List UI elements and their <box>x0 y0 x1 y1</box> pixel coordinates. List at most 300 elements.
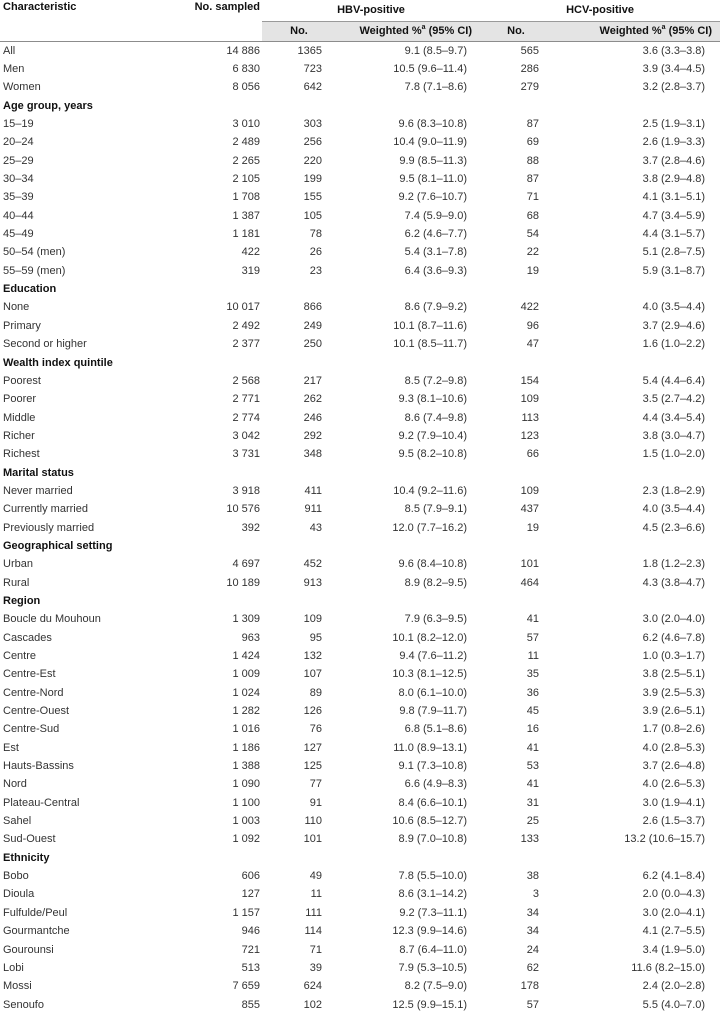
table-row <box>0 317 720 335</box>
row-hbv-weighted-pct: 8.4 (6.6–10.1) <box>398 796 468 809</box>
row-hbv-count: 125 <box>303 760 322 773</box>
row-no-sampled: 1 708 <box>232 191 260 204</box>
row-hcv-count: 34 <box>526 925 540 938</box>
row-characteristic: Urban <box>3 558 33 571</box>
row-no-sampled: 1 100 <box>232 796 260 809</box>
row-hbv-count: 107 <box>303 668 322 681</box>
row-no-sampled: 606 <box>241 870 260 883</box>
section-heading: Ethnicity <box>3 851 50 864</box>
row-hbv-weighted-pct: 8.0 (6.1–10.0) <box>398 686 468 699</box>
table-row <box>0 500 720 518</box>
row-hbv-count: 110 <box>304 815 322 828</box>
row-characteristic: 40–44 <box>3 209 34 222</box>
row-hcv-count: 53 <box>526 760 540 773</box>
row-hcv-count: 11 <box>527 650 540 663</box>
row-characteristic: Currently married <box>3 503 88 516</box>
row-hbv-weighted-pct: 10.5 (9.6–11.4) <box>393 63 468 76</box>
row-hbv-weighted-pct: 9.9 (8.5–11.3) <box>399 154 468 167</box>
row-no-sampled: 1 388 <box>232 760 260 773</box>
ci-label: (95% CI) <box>425 25 473 37</box>
row-hbv-count: 23 <box>309 264 322 277</box>
table-row <box>0 940 720 958</box>
row-hcv-count: 31 <box>526 796 540 809</box>
row-characteristic: Est <box>3 741 19 754</box>
row-hcv-count: 69 <box>526 136 540 149</box>
section-heading: Region <box>3 594 41 607</box>
row-hcv-count: 154 <box>520 374 540 387</box>
row-hbv-count: 102 <box>303 998 322 1011</box>
row-characteristic: Lobi <box>3 961 24 974</box>
row-hbv-count: 642 <box>303 81 322 94</box>
row-characteristic: Gourounsi <box>3 943 54 956</box>
row-hcv-count: 437 <box>520 503 540 516</box>
table-row <box>0 812 720 830</box>
row-characteristic: Poorest <box>3 374 41 387</box>
hbv-no-header: No. <box>262 21 336 41</box>
row-hbv-weighted-pct: 11.0 (8.9–13.1) <box>393 741 468 754</box>
table-row <box>0 335 720 353</box>
row-hbv-count: 348 <box>303 448 322 461</box>
row-hcv-count: 19 <box>526 521 540 534</box>
hcv-positive-header: HCV-positive <box>480 0 720 21</box>
row-hcv-weighted-pct: 5.1 (2.8–7.5) <box>642 246 706 259</box>
row-characteristic: 50–54 (men) <box>3 246 66 259</box>
row-hcv-count: 101 <box>520 558 540 571</box>
row-hbv-count: 911 <box>304 503 322 516</box>
table-row <box>0 647 720 665</box>
row-hcv-weighted-pct: 1.5 (1.0–2.0) <box>642 448 706 461</box>
row-characteristic: 20–24 <box>3 136 34 149</box>
row-characteristic: 25–29 <box>3 154 34 167</box>
section-heading-row <box>0 97 720 115</box>
row-hbv-count: 127 <box>303 741 322 754</box>
row-hbv-weighted-pct: 8.6 (7.4–9.8) <box>404 411 468 424</box>
row-hbv-weighted-pct: 9.2 (7.3–11.1) <box>399 906 468 919</box>
row-hcv-weighted-pct: 2.6 (1.9–3.3) <box>642 136 706 149</box>
row-characteristic: Centre-Sud <box>3 723 60 736</box>
row-hbv-weighted-pct: 8.9 (7.0–10.8) <box>398 833 468 846</box>
row-hcv-weighted-pct: 5.9 (3.1–8.7) <box>642 264 706 277</box>
row-hbv-count: 723 <box>303 63 322 76</box>
row-hbv-count: 77 <box>309 778 322 791</box>
table-row <box>0 60 720 78</box>
row-no-sampled: 1 282 <box>232 705 260 718</box>
row-hbv-weighted-pct: 6.4 (3.6–9.3) <box>404 264 468 277</box>
row-hcv-weighted-pct: 3.0 (1.9–4.1) <box>642 796 706 809</box>
row-no-sampled: 1 387 <box>232 209 260 222</box>
row-hbv-weighted-pct: 7.9 (6.3–9.5) <box>404 613 468 626</box>
row-hbv-weighted-pct: 9.3 (8.1–10.6) <box>398 393 468 406</box>
row-hbv-count: 76 <box>309 723 322 736</box>
row-hcv-weighted-pct: 4.1 (2.7–5.5) <box>642 925 706 938</box>
table-row <box>0 225 720 243</box>
row-no-sampled: 1 186 <box>232 741 260 754</box>
row-hbv-count: 1365 <box>297 44 322 57</box>
row-hcv-count: 422 <box>520 301 540 314</box>
ci-label: (95% CI) <box>665 25 713 37</box>
table-row <box>0 739 720 757</box>
row-hbv-weighted-pct: 9.4 (7.6–11.2) <box>399 650 468 663</box>
row-hbv-count: 262 <box>303 393 322 406</box>
row-hcv-count: 41 <box>526 778 540 791</box>
row-hcv-count: 22 <box>526 246 540 259</box>
row-hbv-count: 292 <box>303 429 322 442</box>
row-no-sampled: 10 017 <box>226 301 260 314</box>
row-characteristic: Dioula <box>3 888 35 901</box>
row-hbv-weighted-pct: 5.4 (3.1–7.8) <box>404 246 468 259</box>
table-row <box>0 427 720 445</box>
row-hcv-count: 57 <box>526 631 540 644</box>
row-hbv-count: 249 <box>303 319 322 332</box>
row-hbv-count: 26 <box>309 246 322 259</box>
row-hbv-weighted-pct: 8.7 (6.4–11.0) <box>399 943 468 956</box>
row-hcv-count: 54 <box>526 228 540 241</box>
row-characteristic: Centre <box>3 650 37 663</box>
row-hcv-count: 109 <box>520 484 540 497</box>
row-characteristic: Primary <box>3 319 41 332</box>
row-no-sampled: 1 309 <box>232 613 260 626</box>
row-hcv-count: 96 <box>526 319 540 332</box>
row-hbv-count: 114 <box>304 925 322 938</box>
row-hcv-weighted-pct: 3.6 (3.3–3.8) <box>642 44 706 57</box>
section-heading-row <box>0 280 720 298</box>
row-no-sampled: 1 016 <box>232 723 260 736</box>
row-no-sampled: 1 090 <box>232 778 260 791</box>
section-heading-row <box>0 537 720 555</box>
row-hcv-weighted-pct: 3.7 (2.6–4.8) <box>642 760 706 773</box>
row-hbv-count: 452 <box>303 558 322 571</box>
row-characteristic: Men <box>3 63 25 76</box>
row-no-sampled: 2 105 <box>232 173 260 186</box>
row-no-sampled: 1 003 <box>232 815 260 828</box>
row-characteristic: Women <box>3 81 41 94</box>
row-hcv-count: 87 <box>526 173 540 186</box>
row-hbv-weighted-pct: 10.3 (8.1–12.5) <box>392 668 468 681</box>
row-hbv-count: 155 <box>303 191 322 204</box>
row-hcv-weighted-pct: 4.4 (3.1–5.7) <box>642 228 706 241</box>
row-no-sampled: 8 056 <box>232 81 260 94</box>
row-hbv-count: 624 <box>303 980 322 993</box>
section-heading: Wealth index quintile <box>3 356 113 369</box>
row-hcv-weighted-pct: 11.6 (8.2–15.0) <box>631 961 706 974</box>
row-hcv-weighted-pct: 2.3 (1.8–2.9) <box>642 484 706 497</box>
table-row <box>0 445 720 463</box>
row-hcv-weighted-pct: 3.7 (2.8–4.6) <box>642 154 706 167</box>
row-hcv-count: 19 <box>526 264 540 277</box>
row-hbv-count: 109 <box>303 613 322 626</box>
row-hbv-weighted-pct: 10.4 (9.0–11.9) <box>393 136 468 149</box>
row-no-sampled: 1 424 <box>232 650 260 663</box>
row-hbv-count: 105 <box>303 209 322 222</box>
row-hbv-weighted-pct: 9.6 (8.4–10.8) <box>398 558 468 571</box>
row-no-sampled: 392 <box>241 521 260 534</box>
characteristic-header: Characteristic <box>3 1 77 13</box>
row-hcv-count: 279 <box>520 81 540 94</box>
row-hcv-weighted-pct: 3.0 (2.0–4.0) <box>642 613 706 626</box>
row-hbv-count: 78 <box>309 228 322 241</box>
weighted-label: Weighted % <box>599 25 662 37</box>
row-no-sampled: 2 377 <box>232 338 260 351</box>
row-hcv-count: 57 <box>526 998 540 1011</box>
row-hbv-weighted-pct: 10.4 (9.2–11.6) <box>393 484 468 497</box>
row-hcv-count: 68 <box>526 209 540 222</box>
hcv-weighted-header <box>552 21 720 41</box>
table-row <box>0 794 720 812</box>
row-hbv-count: 43 <box>309 521 322 534</box>
section-heading: Age group, years <box>3 99 93 112</box>
row-hbv-weighted-pct: 6.8 (5.1–8.6) <box>404 723 468 736</box>
row-hcv-weighted-pct: 3.9 (2.5–5.3) <box>642 686 706 699</box>
table-row <box>0 78 720 96</box>
row-hcv-count: 113 <box>521 411 540 424</box>
table-row <box>0 702 720 720</box>
row-hbv-count: 132 <box>303 650 322 663</box>
row-no-sampled: 4 697 <box>232 558 260 571</box>
row-hbv-count: 101 <box>303 833 322 846</box>
row-hcv-weighted-pct: 6.2 (4.1–8.4) <box>642 870 706 883</box>
row-hcv-count: 66 <box>526 448 540 461</box>
table-body <box>0 41 720 1014</box>
row-hbv-weighted-pct: 9.2 (7.9–10.4) <box>398 429 468 442</box>
footnote-marker: a <box>421 24 426 31</box>
row-hcv-count: 41 <box>526 741 540 754</box>
row-hcv-weighted-pct: 3.4 (1.9–5.0) <box>642 943 706 956</box>
row-hbv-weighted-pct: 9.1 (7.3–10.8) <box>398 760 468 773</box>
row-hbv-count: 411 <box>304 484 322 497</box>
row-hcv-weighted-pct: 3.8 (2.9–4.8) <box>642 173 706 186</box>
row-no-sampled: 513 <box>241 961 260 974</box>
row-hcv-weighted-pct: 3.8 (2.5–5.1) <box>642 668 706 681</box>
row-no-sampled: 127 <box>241 888 260 901</box>
row-hcv-count: 3 <box>532 888 540 901</box>
row-hcv-weighted-pct: 4.3 (3.8–4.7) <box>642 576 706 589</box>
row-hbv-weighted-pct: 7.8 (5.5–10.0) <box>398 870 468 883</box>
table-row <box>0 133 720 151</box>
row-hbv-count: 91 <box>309 796 322 809</box>
row-hbv-weighted-pct: 7.4 (5.9–9.0) <box>404 209 468 222</box>
row-hcv-weighted-pct: 2.6 (1.5–3.7) <box>642 815 706 828</box>
row-hcv-count: 62 <box>526 961 540 974</box>
row-hcv-count: 133 <box>520 833 540 846</box>
section-heading-row <box>0 353 720 371</box>
row-hbv-weighted-pct: 8.5 (7.2–9.8) <box>404 374 468 387</box>
row-characteristic: Senoufo <box>3 998 44 1011</box>
header-spacer <box>180 21 262 41</box>
row-hcv-weighted-pct: 3.5 (2.7–4.2) <box>642 393 706 406</box>
table-row <box>0 720 720 738</box>
hbv-weighted-header <box>336 21 480 41</box>
row-hbv-count: 199 <box>303 173 322 186</box>
row-no-sampled: 3 042 <box>232 429 260 442</box>
section-heading: Marital status <box>3 466 74 479</box>
table-row <box>0 482 720 500</box>
row-characteristic: Never married <box>3 484 73 497</box>
row-characteristic: 15–19 <box>3 118 34 131</box>
row-hcv-weighted-pct: 3.2 (2.8–3.7) <box>642 81 706 94</box>
row-hcv-count: 41 <box>526 613 540 626</box>
row-hbv-count: 913 <box>303 576 322 589</box>
row-hbv-weighted-pct: 7.9 (5.3–10.5) <box>398 961 468 974</box>
table-row <box>0 243 720 261</box>
table-row <box>0 573 720 591</box>
table-row <box>0 977 720 995</box>
row-hbv-weighted-pct: 12.5 (9.9–15.1) <box>392 998 468 1011</box>
row-hbv-weighted-pct: 8.2 (7.5–9.0) <box>404 980 468 993</box>
row-characteristic: None <box>3 301 30 314</box>
row-hcv-weighted-pct: 4.5 (2.3–6.6) <box>642 521 706 534</box>
row-hbv-count: 250 <box>303 338 322 351</box>
row-hbv-count: 11 <box>310 888 322 901</box>
row-hbv-weighted-pct: 10.1 (8.5–11.7) <box>393 338 468 351</box>
row-hcv-weighted-pct: 3.9 (3.4–4.5) <box>642 63 706 76</box>
row-no-sampled: 2 492 <box>232 319 260 332</box>
row-hcv-count: 45 <box>526 705 540 718</box>
row-hcv-count: 34 <box>526 906 540 919</box>
row-characteristic: Richer <box>3 429 35 442</box>
row-characteristic: Centre-Est <box>3 668 56 681</box>
row-hcv-weighted-pct: 13.2 (10.6–15.7) <box>624 833 706 846</box>
row-hbv-count: 217 <box>303 374 322 387</box>
row-hcv-weighted-pct: 1.0 (0.3–1.7) <box>642 650 706 663</box>
row-hbv-weighted-pct: 9.2 (7.6–10.7) <box>398 191 468 204</box>
hbv-positive-header: HBV-positive <box>262 0 480 21</box>
row-hcv-weighted-pct: 3.9 (2.6–5.1) <box>642 705 706 718</box>
row-hbv-count: 71 <box>309 943 322 956</box>
header-spacer <box>0 21 180 41</box>
table-row <box>0 188 720 206</box>
row-no-sampled: 2 568 <box>232 374 260 387</box>
row-no-sampled: 2 489 <box>232 136 260 149</box>
row-hcv-weighted-pct: 3.8 (3.0–4.7) <box>642 429 706 442</box>
row-characteristic: Cascades <box>3 631 52 644</box>
row-hcv-count: 25 <box>526 815 540 828</box>
row-hcv-count: 88 <box>526 154 540 167</box>
row-hcv-weighted-pct: 4.0 (2.6–5.3) <box>642 778 706 791</box>
row-hcv-weighted-pct: 4.0 (3.5–4.4) <box>642 301 706 314</box>
row-hcv-count: 565 <box>520 44 540 57</box>
row-characteristic: Centre-Ouest <box>3 705 70 718</box>
table-row <box>0 518 720 536</box>
table-row <box>0 207 720 225</box>
row-characteristic: Middle <box>3 411 36 424</box>
table-row <box>0 298 720 316</box>
weighted-label: Weighted % <box>359 25 422 37</box>
row-no-sampled: 422 <box>241 246 260 259</box>
row-hbv-weighted-pct: 9.6 (8.3–10.8) <box>398 118 468 131</box>
row-no-sampled: 1 181 <box>232 228 260 241</box>
row-hcv-count: 109 <box>520 393 540 406</box>
table-row <box>0 152 720 170</box>
row-characteristic: Mossi <box>3 980 32 993</box>
row-hcv-weighted-pct: 4.0 (2.8–5.3) <box>642 741 706 754</box>
row-hcv-count: 178 <box>520 980 540 993</box>
section-heading-row <box>0 592 720 610</box>
row-no-sampled: 3 010 <box>232 118 260 131</box>
row-hcv-count: 47 <box>526 338 540 351</box>
row-hbv-count: 49 <box>309 870 322 883</box>
table-row <box>0 830 720 848</box>
no-sampled-header: No. sampled <box>194 1 260 13</box>
row-characteristic: Gourmantche <box>3 925 70 938</box>
row-hbv-weighted-pct: 9.5 (8.1–11.0) <box>399 173 468 186</box>
table-row <box>0 170 720 188</box>
row-no-sampled: 1 024 <box>232 686 260 699</box>
row-hcv-weighted-pct: 6.2 (4.6–7.8) <box>642 631 706 644</box>
row-hcv-weighted-pct: 3.7 (2.9–4.6) <box>642 319 706 332</box>
table-row <box>0 555 720 573</box>
row-no-sampled: 7 659 <box>232 980 260 993</box>
row-hbv-count: 256 <box>303 136 322 149</box>
row-characteristic: Richest <box>3 448 40 461</box>
row-hcv-weighted-pct: 5.5 (4.0–7.0) <box>642 998 706 1011</box>
row-hbv-weighted-pct: 8.6 (7.9–9.2) <box>404 301 468 314</box>
footnote-marker: a <box>661 24 666 31</box>
table-row <box>0 390 720 408</box>
row-hbv-count: 89 <box>309 686 322 699</box>
row-no-sampled: 855 <box>241 998 260 1011</box>
table-row <box>0 262 720 280</box>
row-hbv-weighted-pct: 10.1 (8.2–12.0) <box>392 631 468 644</box>
row-hcv-weighted-pct: 2.4 (2.0–2.8) <box>642 980 706 993</box>
row-hbv-count: 246 <box>303 411 322 424</box>
row-hcv-weighted-pct: 5.4 (4.4–6.4) <box>642 374 706 387</box>
row-hcv-weighted-pct: 4.4 (3.4–5.4) <box>642 411 706 424</box>
row-no-sampled: 3 918 <box>232 484 260 497</box>
table-row <box>0 665 720 683</box>
table-row <box>0 904 720 922</box>
row-hbv-count: 126 <box>303 705 322 718</box>
row-hbv-weighted-pct: 6.6 (4.9–8.3) <box>404 778 468 791</box>
row-hcv-weighted-pct: 3.0 (2.0–4.1) <box>642 906 706 919</box>
row-hbv-weighted-pct: 8.5 (7.9–9.1) <box>404 503 468 516</box>
row-characteristic: 35–39 <box>3 191 34 204</box>
row-no-sampled: 721 <box>241 943 260 956</box>
row-hcv-weighted-pct: 1.6 (1.0–2.2) <box>642 338 706 351</box>
row-hbv-weighted-pct: 9.5 (8.2–10.8) <box>398 448 468 461</box>
section-heading-row <box>0 463 720 481</box>
table-row <box>0 922 720 940</box>
row-characteristic: Sud-Ouest <box>3 833 56 846</box>
row-no-sampled: 1 009 <box>232 668 260 681</box>
row-hcv-count: 87 <box>526 118 540 131</box>
table-row <box>0 115 720 133</box>
row-no-sampled: 319 <box>241 264 260 277</box>
row-hbv-count: 39 <box>309 961 322 974</box>
row-no-sampled: 946 <box>241 925 260 938</box>
row-hbv-weighted-pct: 10.6 (8.5–12.7) <box>392 815 468 828</box>
table-row <box>0 867 720 885</box>
table-row <box>0 41 720 60</box>
row-hbv-weighted-pct: 9.1 (8.5–9.7) <box>404 44 468 57</box>
row-characteristic: All <box>3 44 16 57</box>
row-no-sampled: 10 576 <box>226 503 260 516</box>
row-hbv-count: 95 <box>309 631 322 644</box>
row-hcv-weighted-pct: 2.5 (1.9–3.1) <box>642 118 706 131</box>
row-hcv-count: 35 <box>526 668 540 681</box>
row-hcv-count: 71 <box>526 191 540 204</box>
row-characteristic: Sahel <box>3 815 32 828</box>
section-heading: Geographical setting <box>3 539 113 552</box>
row-hbv-count: 220 <box>303 154 322 167</box>
row-no-sampled: 2 771 <box>232 393 260 406</box>
row-characteristic: Poorer <box>3 393 37 406</box>
row-hbv-weighted-pct: 6.2 (4.6–7.7) <box>404 228 468 241</box>
row-hbv-weighted-pct: 12.3 (9.9–14.6) <box>392 925 468 938</box>
row-hbv-weighted-pct: 7.8 (7.1–8.6) <box>404 81 468 94</box>
row-hcv-weighted-pct: 4.0 (3.5–4.4) <box>642 503 706 516</box>
row-hcv-weighted-pct: 2.0 (0.0–4.3) <box>642 888 706 901</box>
row-no-sampled: 963 <box>241 631 260 644</box>
